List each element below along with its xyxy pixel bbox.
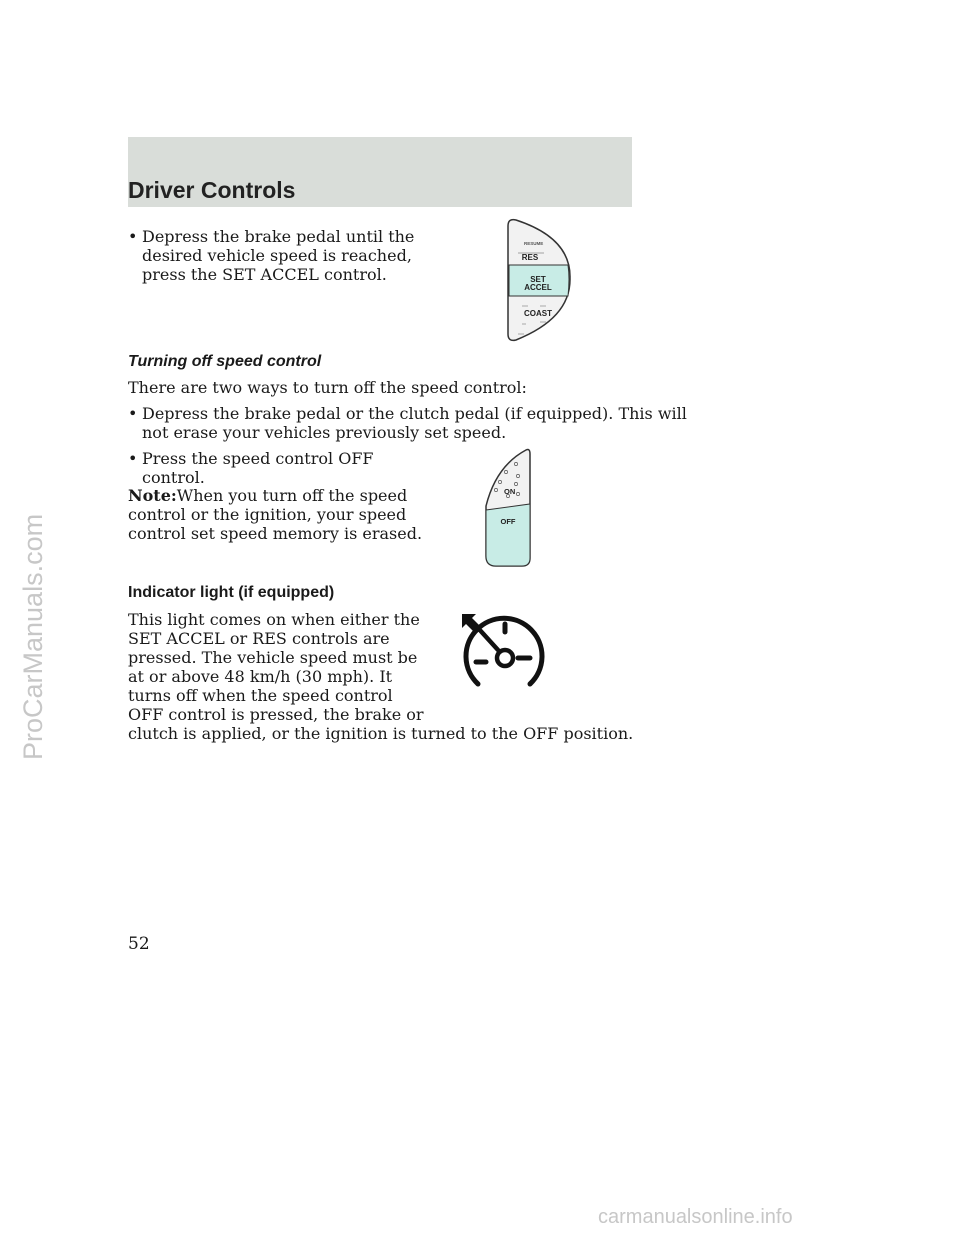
page-number: 52 <box>128 934 150 954</box>
text-line: press the SET ACCEL control. <box>142 265 387 284</box>
text-line: When you turn off the speed <box>176 486 408 505</box>
text-line: desired vehicle speed is reached, <box>142 246 412 265</box>
resume-small-label: RESUME <box>524 241 544 246</box>
text-line: SET ACCEL or RES controls are <box>128 629 390 648</box>
speed-control-indicator-icon <box>458 610 548 690</box>
bullet-icon: • <box>128 449 138 468</box>
speed-control-switch-on-off <box>478 448 534 570</box>
text-line: OFF control is pressed, the brake or <box>128 705 424 724</box>
text-line: control or the ignition, your speed <box>128 505 407 524</box>
text-line: Depress the brake pedal until the <box>142 227 415 246</box>
text-line: not erase your vehicles previously set speed. <box>142 423 507 442</box>
text-line: clutch is applied, or the ignition is turned to the OFF position. <box>128 724 634 743</box>
accel-label: ACCEL <box>524 283 552 292</box>
text-line: control. <box>142 468 205 487</box>
bullet-icon: • <box>128 227 138 246</box>
text-line: This light comes on when either the <box>128 610 420 629</box>
side-watermark: ProCarManuals.com <box>18 513 48 760</box>
paragraph: There are two ways to turn off the speed control: <box>128 378 527 397</box>
text-line: at or above 48 km/h (30 mph). It <box>128 667 393 686</box>
section-heading: Turning off speed control <box>128 353 322 370</box>
section-heading: Indicator light (if equipped) <box>128 584 335 601</box>
note-label: Note: <box>128 486 177 505</box>
page-title: Driver Controls <box>128 177 296 203</box>
note-line <box>128 486 407 505</box>
set-label: SET <box>530 275 546 284</box>
res-label: RES <box>521 253 539 262</box>
speed-control-switch-res-set-coast <box>496 218 576 344</box>
text-line: control set speed memory is erased. <box>128 524 423 543</box>
bullet-icon: • <box>128 404 138 423</box>
text-line: Press the speed control OFF <box>142 449 374 468</box>
text-line: turns off when the speed control <box>128 686 393 705</box>
coast-label: COAST <box>524 309 552 318</box>
off-highlight <box>486 504 530 566</box>
text-line: pressed. The vehicle speed must be <box>128 648 418 667</box>
on-label: ON <box>504 487 516 496</box>
text-line: Depress the brake pedal or the clutch pedal (if equipped). This will <box>142 404 687 423</box>
off-label: OFF <box>500 517 516 526</box>
bottom-watermark: carmanualsonline.info <box>598 1206 793 1228</box>
